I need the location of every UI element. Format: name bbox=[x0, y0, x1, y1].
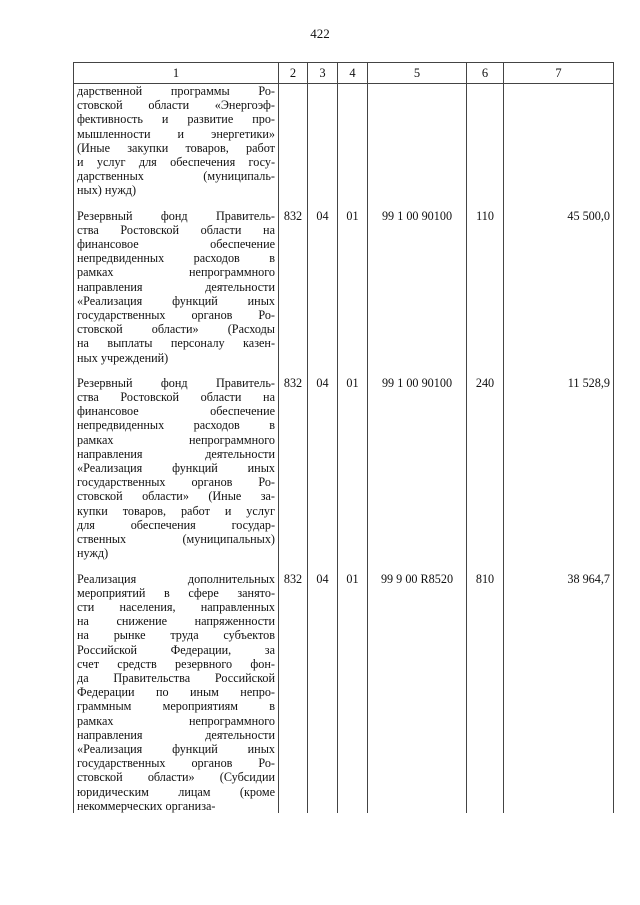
spacer-cell bbox=[338, 561, 368, 572]
ministry-code: 832 bbox=[279, 376, 308, 561]
table-row bbox=[74, 84, 614, 198]
description-line: на выплаты персоналу казен- bbox=[77, 336, 275, 351]
spacer-cell bbox=[308, 365, 338, 376]
description-line: да Правительства Российской bbox=[77, 670, 275, 685]
section-code bbox=[308, 84, 338, 198]
row-spacer bbox=[74, 561, 614, 572]
description-line: ственных (муниципальных) bbox=[77, 532, 275, 547]
description-line: дарственных (муниципаль- bbox=[77, 169, 275, 184]
description-line: финансовое обеспечение bbox=[77, 237, 275, 252]
description-line: и услуг для обеспечения госу- bbox=[77, 155, 275, 170]
description-line: Федерации по иным непро- bbox=[77, 685, 275, 700]
description-line: направления деятельности bbox=[77, 727, 275, 742]
target-article-code: 99 1 00 90100 bbox=[368, 209, 467, 365]
description-line: направления деятельности bbox=[77, 279, 275, 294]
description-line: стовской области» (Расходы bbox=[77, 322, 275, 337]
description-line: ства Ростовской области на bbox=[77, 390, 275, 405]
description-line: государственных органов Ро- bbox=[77, 475, 275, 490]
description-line: мероприятий в сфере занято- bbox=[77, 585, 275, 600]
amount-value: 11 528,9 bbox=[504, 376, 614, 561]
description-line: Реализация дополнительных bbox=[77, 571, 275, 586]
spacer-cell bbox=[504, 365, 614, 376]
table-body bbox=[74, 84, 614, 813]
description-line: на снижение напряженности bbox=[77, 614, 275, 629]
spacer-cell bbox=[308, 198, 338, 209]
description-line: «Реализация функций иных bbox=[77, 741, 275, 756]
description-line: Российской Федерации, за bbox=[77, 642, 275, 657]
subsection-code: 01 bbox=[338, 572, 368, 813]
spacer-cell bbox=[74, 198, 279, 209]
page-number: 422 bbox=[310, 26, 330, 41]
description-line: «Реализация функций иных bbox=[77, 461, 275, 476]
spacer-cell bbox=[368, 198, 467, 209]
target-article-code bbox=[368, 84, 467, 198]
table-row bbox=[74, 572, 614, 813]
row-spacer bbox=[74, 198, 614, 209]
spacer-cell bbox=[279, 365, 308, 376]
spacer-cell bbox=[74, 561, 279, 572]
description-line: стовской области» (Субсидии bbox=[77, 770, 275, 785]
target-article-code: 99 9 00 R8520 bbox=[368, 572, 467, 813]
spacer-cell bbox=[279, 561, 308, 572]
section-code: 04 bbox=[308, 572, 338, 813]
spacer-cell bbox=[467, 561, 504, 572]
target-article-code: 99 1 00 90100 bbox=[368, 376, 467, 561]
column-header-5: 5 bbox=[368, 63, 467, 84]
column-header-6: 6 bbox=[467, 63, 504, 84]
spacer-cell bbox=[368, 365, 467, 376]
ministry-code: 832 bbox=[279, 572, 308, 813]
description-line: стовской области «Энергоэф- bbox=[77, 98, 275, 113]
description-line: ных учреждений) bbox=[77, 350, 169, 365]
description-line: граммным мероприятиям в bbox=[77, 699, 275, 714]
description-line: непредвиденных расходов в bbox=[77, 251, 275, 266]
ministry-code bbox=[279, 84, 308, 198]
description-line: направления деятельности bbox=[77, 446, 275, 461]
description-line: на рынке труда субъектов bbox=[77, 628, 275, 643]
description-line: купки товаров, работ и услуг bbox=[77, 503, 275, 518]
description-line: рамках непрограммного bbox=[77, 713, 275, 728]
column-header-3: 3 bbox=[308, 63, 338, 84]
header-row bbox=[74, 63, 614, 84]
expense-type-code bbox=[467, 84, 504, 198]
spacer-cell bbox=[308, 561, 338, 572]
ministry-code: 832 bbox=[279, 209, 308, 365]
description-line: некоммерческих организа- bbox=[77, 798, 216, 813]
description-line: юридическим лицам (кроме bbox=[77, 784, 275, 799]
description-line: (Иные закупки товаров, работ bbox=[77, 140, 275, 155]
section-code: 04 bbox=[308, 376, 338, 561]
subsection-code: 01 bbox=[338, 209, 368, 365]
table-row bbox=[74, 376, 614, 561]
budget-table bbox=[73, 62, 614, 813]
description-line: дарственной программы Ро- bbox=[77, 84, 275, 98]
description-line: стовской области» (Иные за- bbox=[77, 489, 275, 504]
spacer-cell bbox=[279, 198, 308, 209]
description-line: для обеспечения государ- bbox=[77, 517, 275, 532]
row-description bbox=[74, 572, 279, 813]
description-line: непредвиденных расходов в bbox=[77, 418, 275, 433]
row-description bbox=[74, 84, 279, 198]
description-line: ства Ростовской области на bbox=[77, 222, 275, 237]
description-line: сти населения, направленных bbox=[77, 599, 275, 614]
description-line: Резервный фонд Правитель- bbox=[77, 375, 275, 390]
spacer-cell bbox=[368, 561, 467, 572]
subsection-code: 01 bbox=[338, 376, 368, 561]
description-line: ных) нужд) bbox=[77, 183, 137, 198]
expense-type-code: 240 bbox=[467, 376, 504, 561]
description-line: Резервный фонд Правитель- bbox=[77, 208, 275, 223]
expense-type-code: 810 bbox=[467, 572, 504, 813]
amount-value bbox=[504, 84, 614, 198]
spacer-cell bbox=[467, 365, 504, 376]
description-line: государственных органов Ро- bbox=[77, 308, 275, 323]
column-header-2: 2 bbox=[279, 63, 308, 84]
expense-type-code: 110 bbox=[467, 209, 504, 365]
description-line: нужд) bbox=[77, 546, 109, 561]
row-spacer bbox=[74, 365, 614, 376]
spacer-cell bbox=[504, 561, 614, 572]
description-line: рамках непрограммного bbox=[77, 432, 275, 447]
table-row bbox=[74, 209, 614, 365]
description-line: «Реализация функций иных bbox=[77, 293, 275, 308]
description-line: государственных органов Ро- bbox=[77, 756, 275, 771]
row-description bbox=[74, 209, 279, 365]
subsection-code bbox=[338, 84, 368, 198]
spacer-cell bbox=[338, 365, 368, 376]
spacer-cell bbox=[338, 198, 368, 209]
column-header-1: 1 bbox=[74, 63, 279, 84]
description-line: финансовое обеспечение bbox=[77, 404, 275, 419]
description-line: фективность и развитие про- bbox=[77, 112, 275, 127]
row-description bbox=[74, 376, 279, 561]
amount-value: 45 500,0 bbox=[504, 209, 614, 365]
section-code: 04 bbox=[308, 209, 338, 365]
column-header-7: 7 bbox=[504, 63, 614, 84]
amount-value: 38 964,7 bbox=[504, 572, 614, 813]
column-header-4: 4 bbox=[338, 63, 368, 84]
spacer-cell bbox=[504, 198, 614, 209]
description-line: мышленности и энергетики» bbox=[77, 126, 275, 141]
description-line: рамках непрограммного bbox=[77, 265, 275, 280]
spacer-cell bbox=[74, 365, 279, 376]
description-line: счет средств резервного фон- bbox=[77, 656, 275, 671]
spacer-cell bbox=[467, 198, 504, 209]
